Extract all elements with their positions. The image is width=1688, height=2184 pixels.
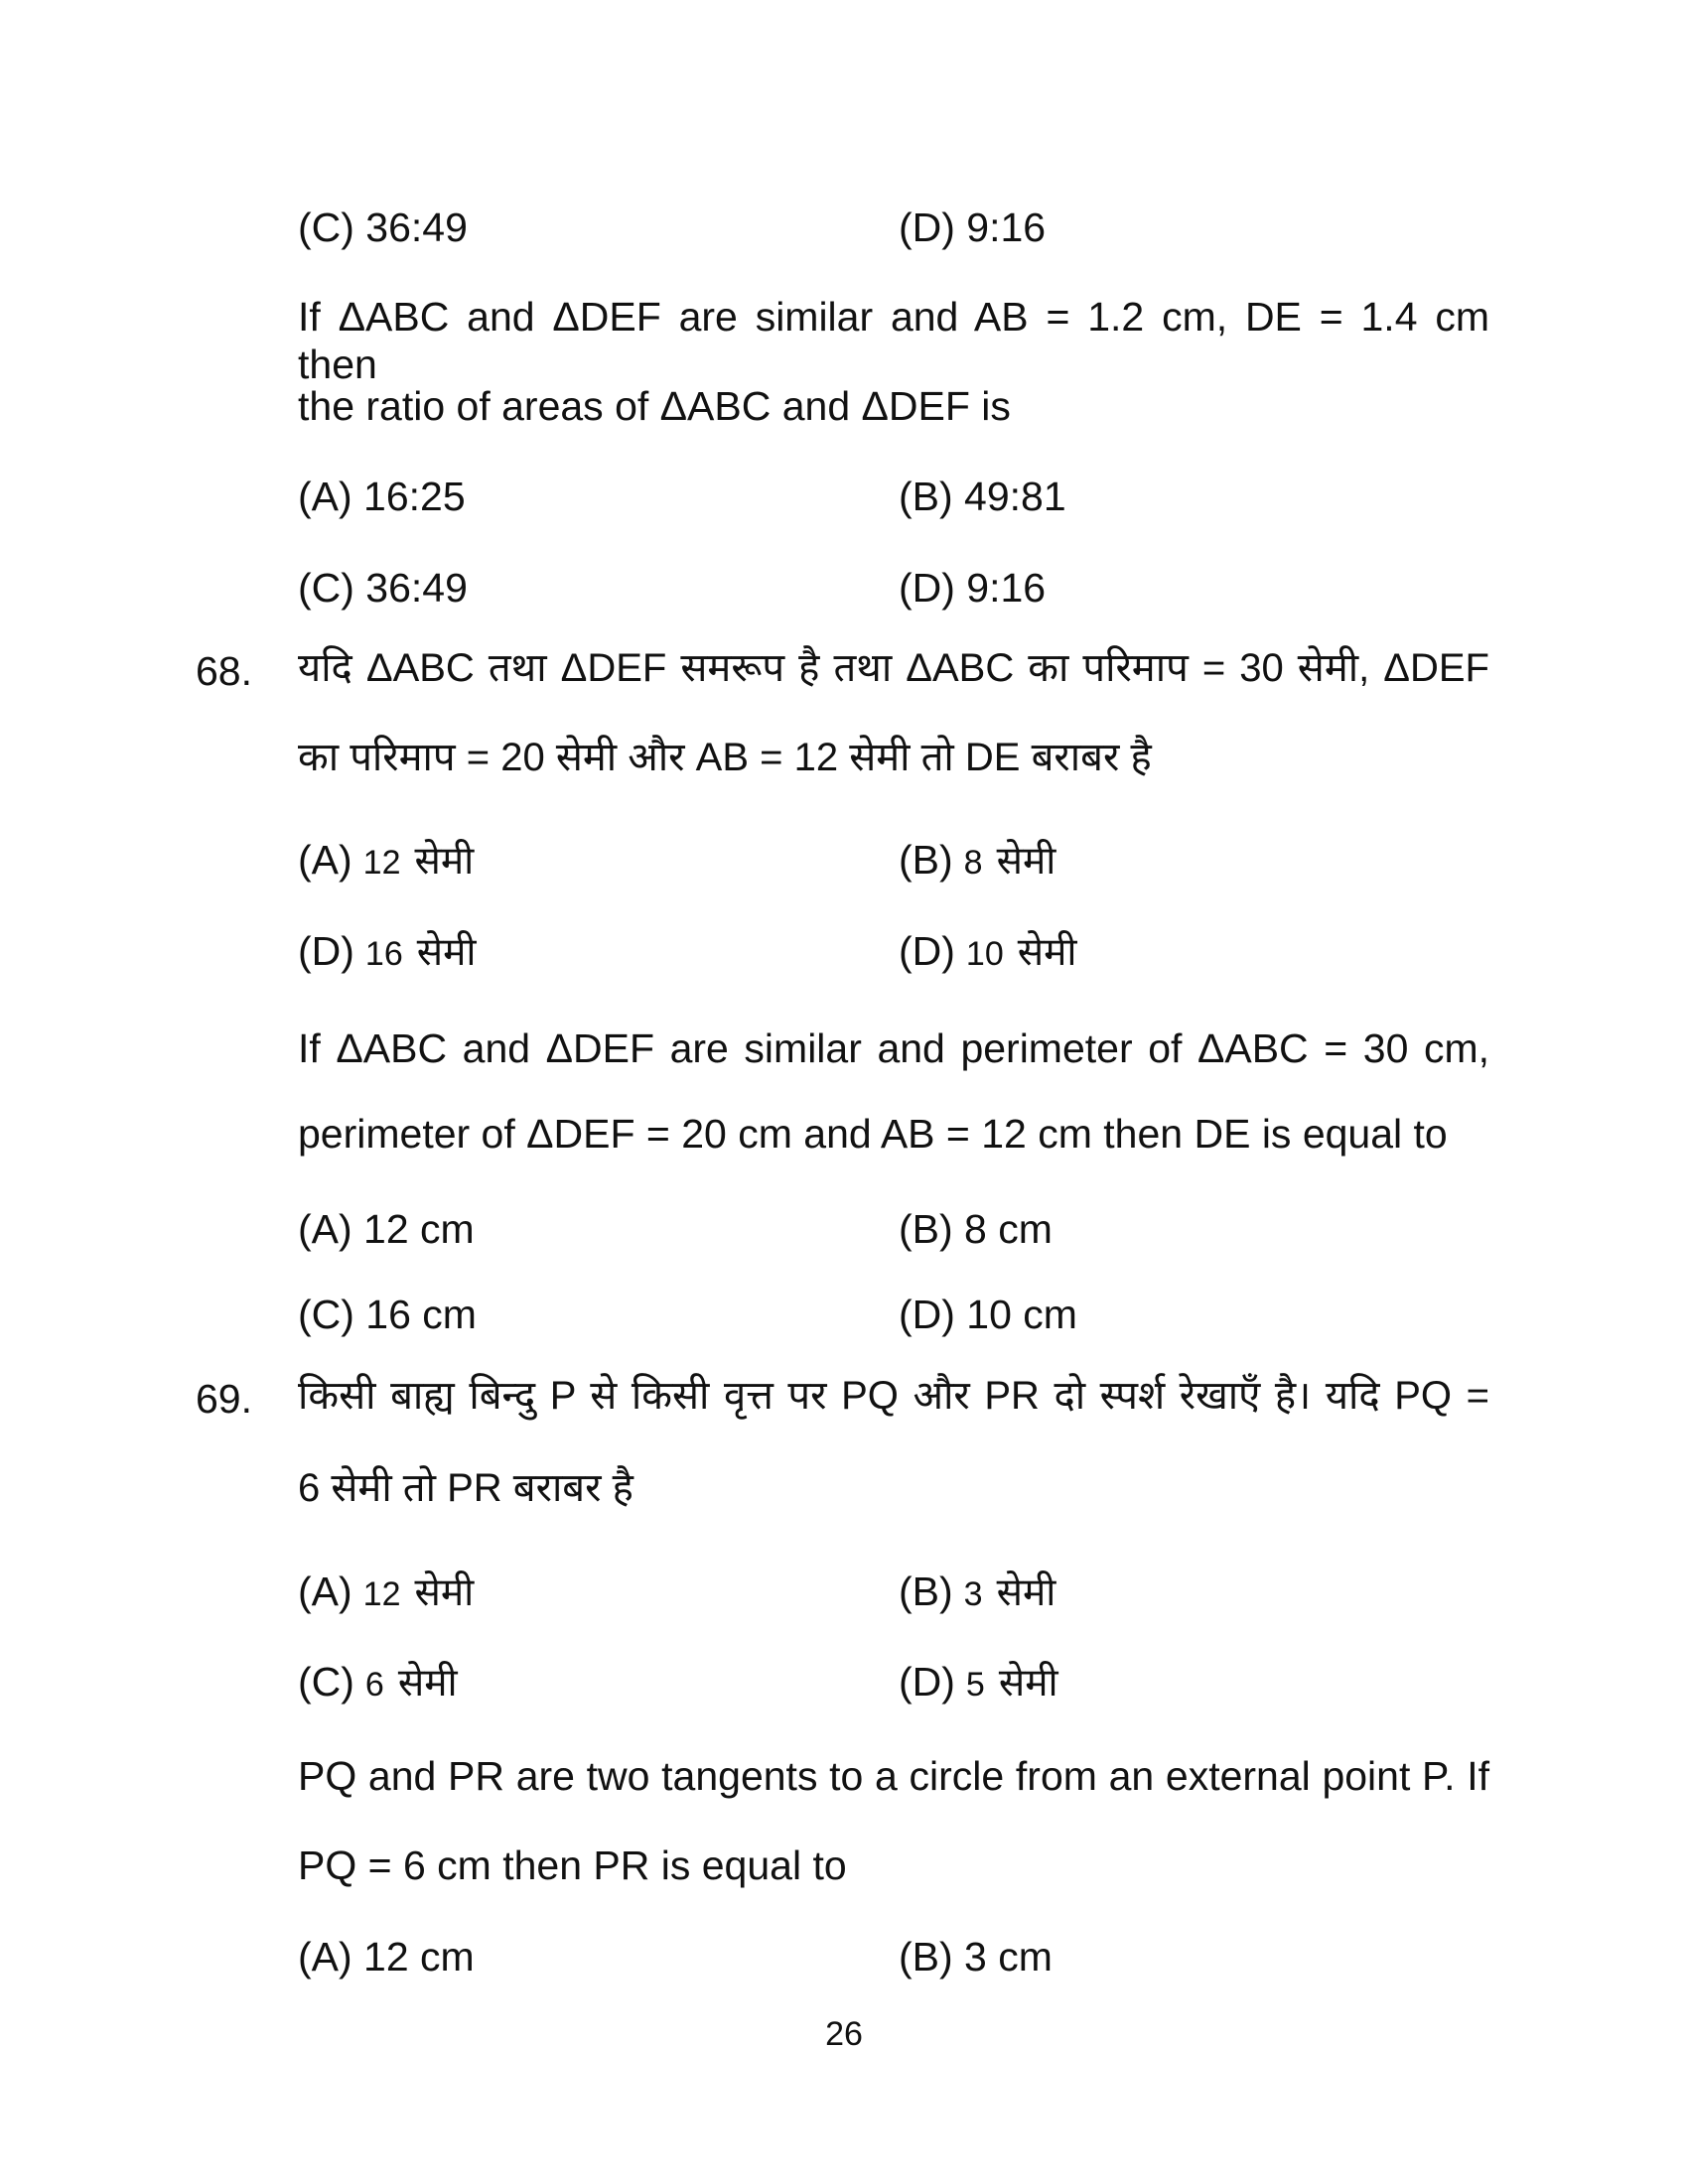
option-unit: सेमी <box>397 1662 458 1705</box>
option-label: (D) <box>298 928 354 974</box>
option-unit: सेमी <box>414 1571 475 1614</box>
option-value: 6 <box>364 1666 384 1704</box>
q67-english-line1: If ΔABC and ΔDEF are similar and AB = 1.2 cm, DE = 1.4 cm then <box>298 294 1489 388</box>
q68-hindi-line2: का परिमाप = 20 सेमी और AB = 12 सेमी तो DE बराबर है <box>298 736 1152 779</box>
q69-english-option-b: (B) 3 cm <box>899 1934 1053 1979</box>
option-unit: सेमी <box>996 840 1056 883</box>
q68-number: 68. <box>196 648 252 694</box>
q68-hindi-option-b <box>899 836 1055 885</box>
q69-hindi-option-d <box>899 1658 1058 1706</box>
q67-option-c2: (C) 36:49 <box>298 565 468 611</box>
page-number: 26 <box>825 2015 863 2053</box>
option-value: 3 <box>963 1575 983 1613</box>
q67-option-a: (A) 16:25 <box>298 474 466 519</box>
option-value: 16 <box>364 935 403 973</box>
q67-english-line2: the ratio of areas of ΔABC and ΔDEF is <box>298 383 1011 429</box>
q69-english-line2: PQ = 6 cm then PR is equal to <box>298 1843 847 1888</box>
option-value: 12 <box>362 1575 401 1613</box>
q69-hindi-line2: 6 सेमी तो PR बराबर है <box>298 1466 633 1510</box>
q67-option-c: (C) 36:49 <box>298 205 468 250</box>
option-value: 10 <box>965 935 1004 973</box>
q67-option-b: (B) 49:81 <box>899 474 1066 519</box>
option-label: (A) <box>298 837 352 883</box>
q68-english-option-b: (B) 8 cm <box>899 1206 1053 1252</box>
q69-english-line1: PQ and PR are two tangents to a circle from an external point P. If <box>298 1753 1489 1799</box>
q68-hindi-option-d <box>899 927 1077 976</box>
q68-hindi-option-a <box>298 836 474 885</box>
option-label: (D) <box>899 1659 955 1705</box>
q69-number: 69. <box>196 1376 252 1422</box>
option-unit: सेमी <box>998 1662 1058 1705</box>
q69-hindi-line1: किसी बाह्य बिन्दु P से किसी वृत्त पर PQ और PR दो स्पर्श रेखाएँ है। यदि PQ = <box>298 1374 1489 1418</box>
q68-hindi-line1: यदि ΔABC तथा ΔDEF समरूप है तथा ΔABC का परिमाप = 30 सेमी, ΔDEF <box>298 646 1489 690</box>
q68-english-line2: perimeter of ΔDEF = 20 cm and AB = 12 cm then DE is equal to <box>298 1111 1448 1157</box>
option-value: 8 <box>963 844 983 882</box>
q69-english-option-a: (A) 12 cm <box>298 1934 475 1979</box>
q69-hindi-option-b <box>899 1568 1055 1616</box>
option-label: (A) <box>298 1569 352 1614</box>
q67-option-d: (D) 9:16 <box>899 205 1047 250</box>
option-unit: सेमी <box>414 840 475 883</box>
q68-hindi-option-c <box>298 927 477 976</box>
option-value: 5 <box>965 1666 985 1704</box>
option-label: (B) <box>899 837 953 883</box>
option-unit: सेमी <box>416 931 477 974</box>
q69-hindi-option-c <box>298 1658 458 1706</box>
q67-option-d2: (D) 9:16 <box>899 565 1047 611</box>
q68-english-option-a: (A) 12 cm <box>298 1206 475 1252</box>
option-value: 12 <box>362 844 401 882</box>
q69-hindi-option-a <box>298 1568 474 1616</box>
option-label: (C) <box>298 1659 354 1705</box>
q68-english-line1: If ΔABC and ΔDEF are similar and perimeter of ΔABC = 30 cm, <box>298 1025 1489 1071</box>
option-label: (B) <box>899 1569 953 1614</box>
option-unit: सेमी <box>1017 931 1077 974</box>
q68-english-option-d: (D) 10 cm <box>899 1292 1077 1337</box>
q68-english-option-c: (C) 16 cm <box>298 1292 477 1337</box>
option-label: (D) <box>899 928 955 974</box>
option-unit: सेमी <box>996 1571 1056 1614</box>
